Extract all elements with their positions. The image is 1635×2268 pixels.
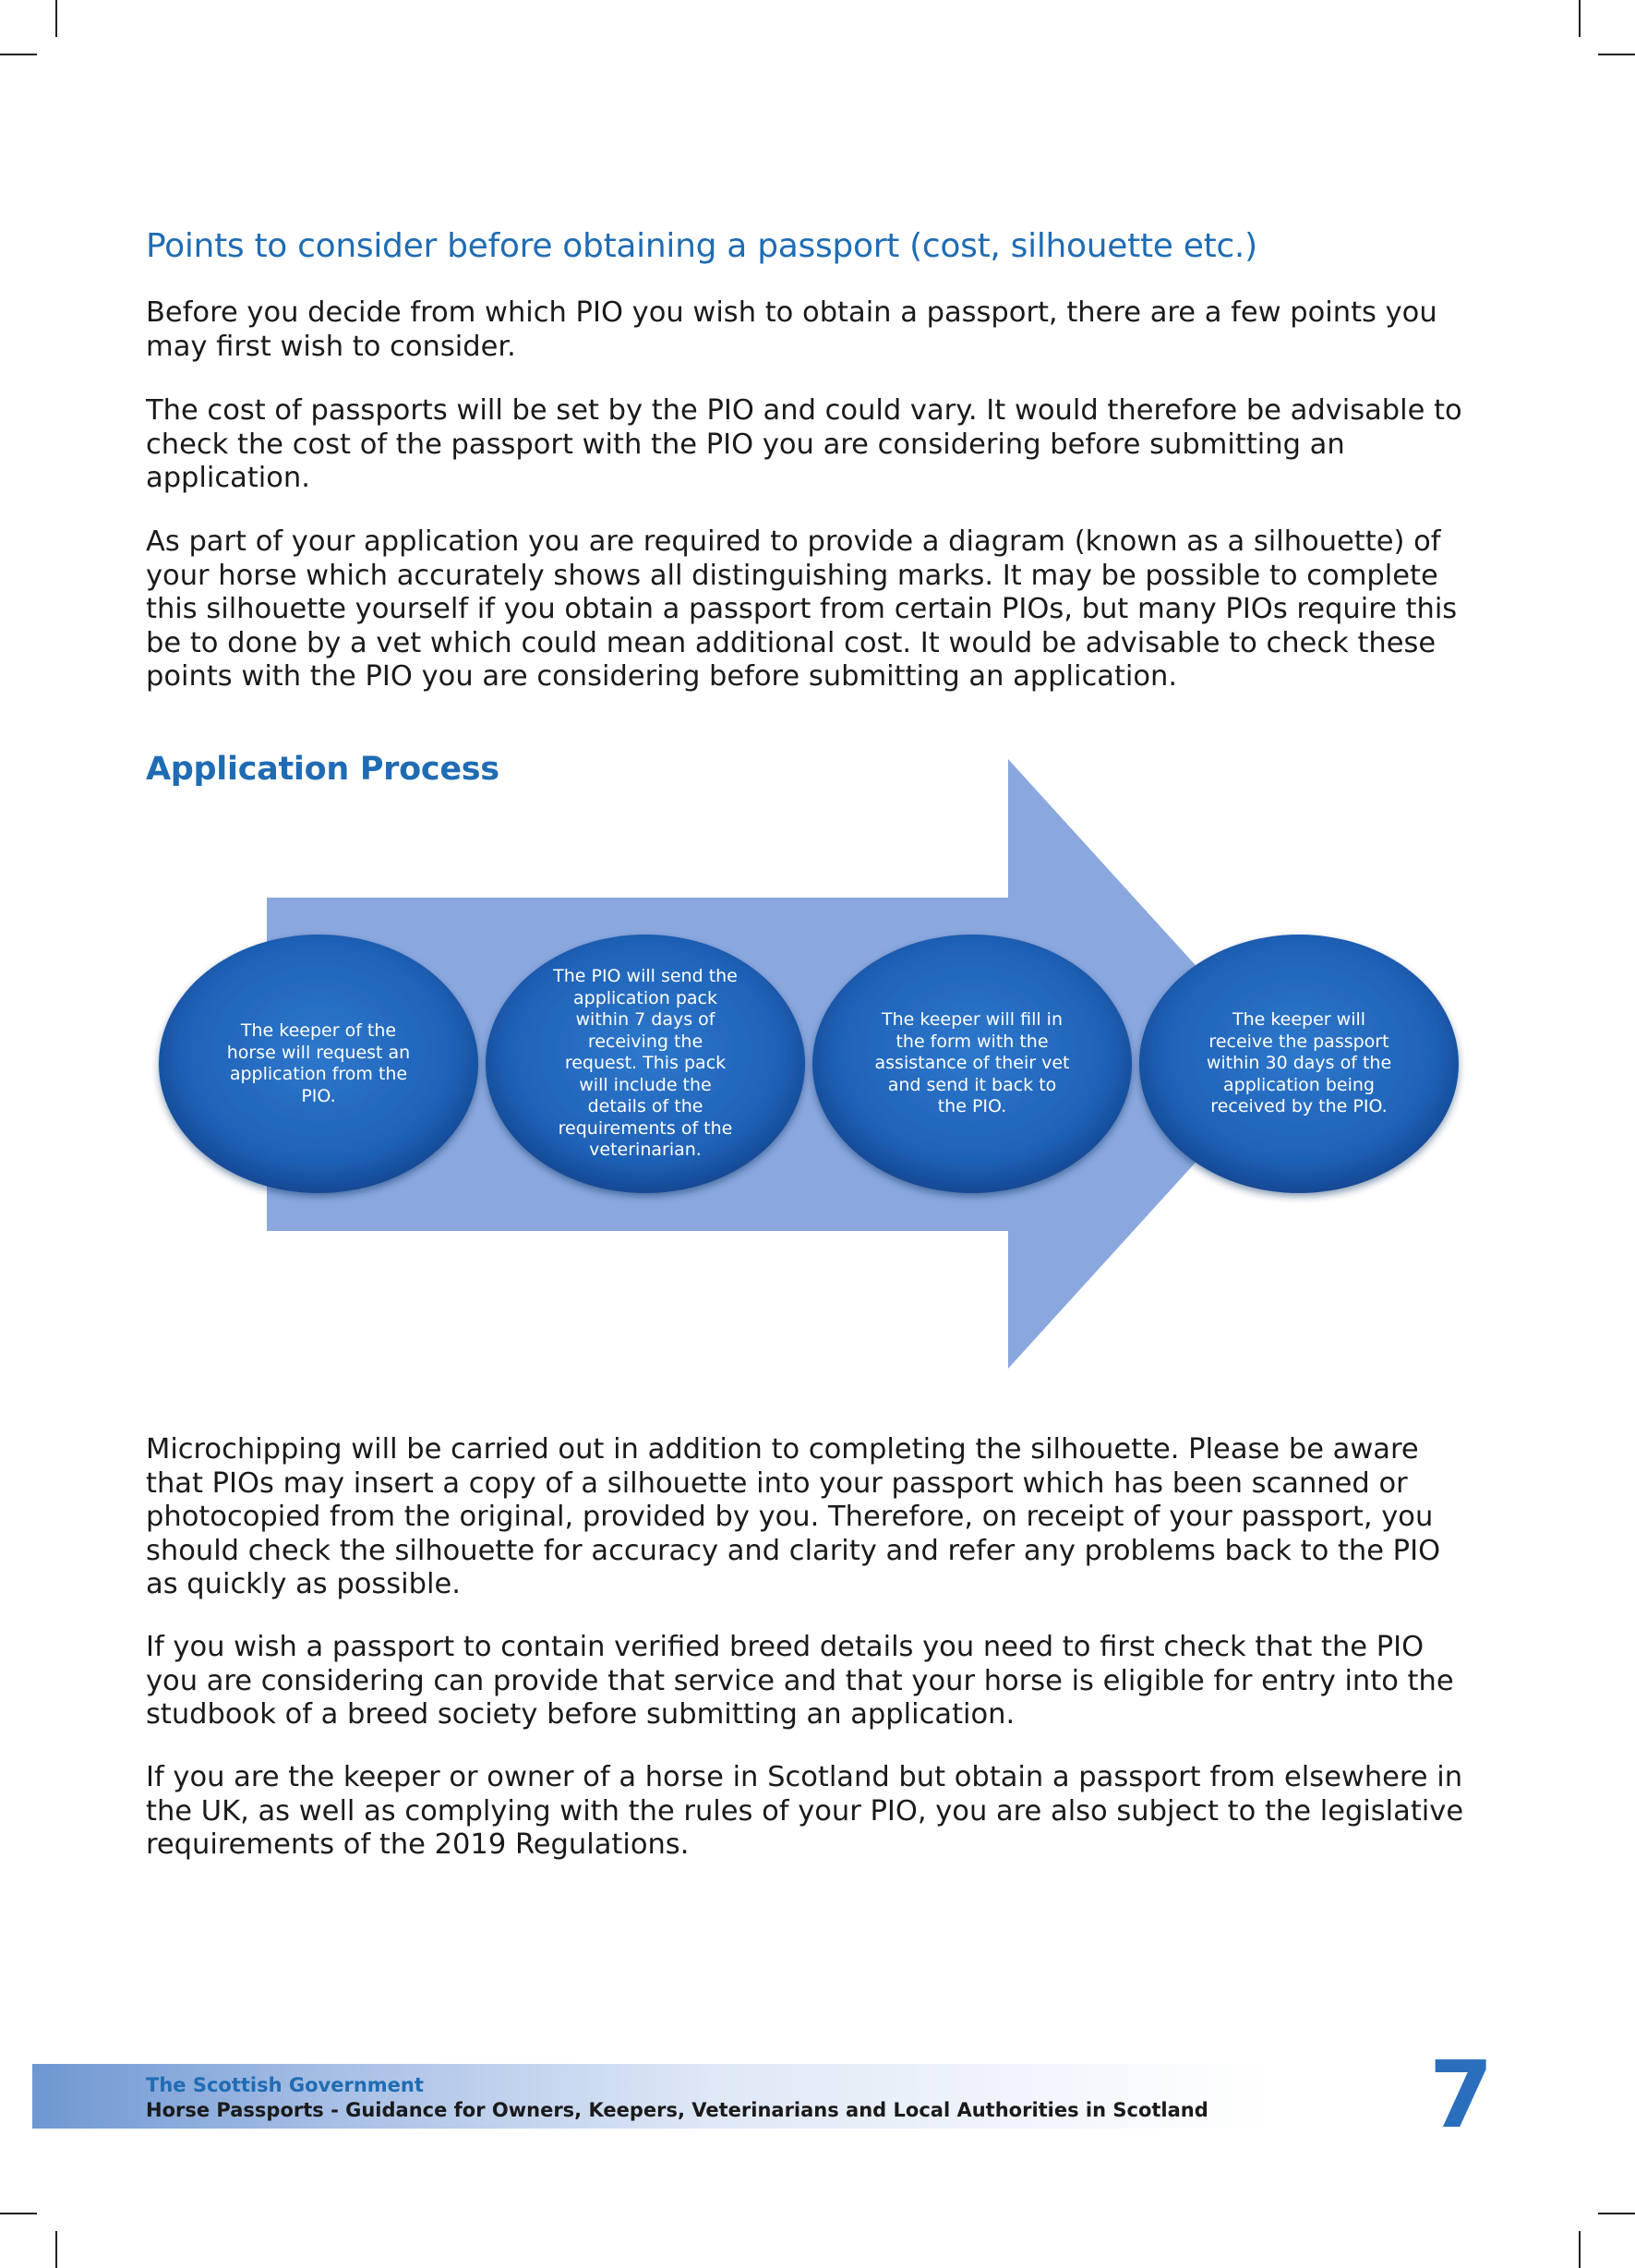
paragraph: Microchipping will be carried out in addition to completing the silhouette. Please be aware that PIOs may insert a copy of a silhouette into your passport which has been scanned or photocopied from the original, provided by you. Therefore, on receipt of your passport, you should check the silhouette for accuracy and clarity and refer any problems back to the PIO as quickly as possible.	[146, 1433, 1441, 1600]
page-number: 7	[1429, 2041, 1494, 2149]
step-1-text: The keeper of the horse will request an application from the PIO.	[226, 1020, 411, 1106]
paragraph: If you are the keeper or owner of a horse in Scotland but obtain a passport from elsewhere in the UK, as well as complying with the rules of your PIO, you are also subject to the legislative requirements of the 2019 Regulations.	[146, 1761, 1464, 1861]
paragraph: If you wish a passport to contain verified breed details you need to first check that the PIO you are considering can provide that service and that your horse is eligible for entry into the studbook of a breed society before submitting an application.	[146, 1631, 1454, 1731]
step-2-text: The PIO will send the application pack within 7 days of receiving the request. This pack will include the details of the requirements of the veterinarian.	[553, 966, 738, 1161]
section-heading-points: Points to consider before obtaining a passport (cost, silhouette etc.)	[146, 227, 1257, 265]
step-4-text: The keeper will receive the passport within 30 days of the application being received by the PIO.	[1206, 1009, 1392, 1117]
crop-mark	[1579, 2231, 1581, 2268]
footer-organisation: The Scottish Government	[146, 2074, 424, 2096]
paragraph: As part of your application you are required to provide a diagram (known as a silhouette) of your horse which accurately shows all distinguishing marks. It may be possible to complete this silhouette yourself if you obtain a passport from certain PIOs, but many PIOs require this be to done by a vet which could mean additional cost. It would be advisable to check these points with the PIO you are considering before submitting an application.	[146, 525, 1458, 693]
paragraph: The cost of passports will be set by the PIO and could vary. It would therefore be advisable to check the cost of the passport with the PIO you are considering before submitting an application.	[146, 394, 1462, 494]
crop-mark	[1598, 2213, 1635, 2214]
section-heading-application-process: Application Process	[146, 751, 499, 788]
footer-document-title: Horse Passports - Guidance for Owners, Keepers, Veterinarians and Local Authorities in Scotland	[146, 2099, 1208, 2121]
paragraph: Before you decide from which PIO you wish to obtain a passport, there are a few points you may first wish to consider.	[146, 296, 1437, 363]
step-3-text: The keeper will fill in the form with the assistance of their vet and send it back to the PIO.	[874, 1009, 1070, 1117]
crop-mark	[0, 2213, 37, 2214]
crop-mark	[55, 2231, 57, 2268]
